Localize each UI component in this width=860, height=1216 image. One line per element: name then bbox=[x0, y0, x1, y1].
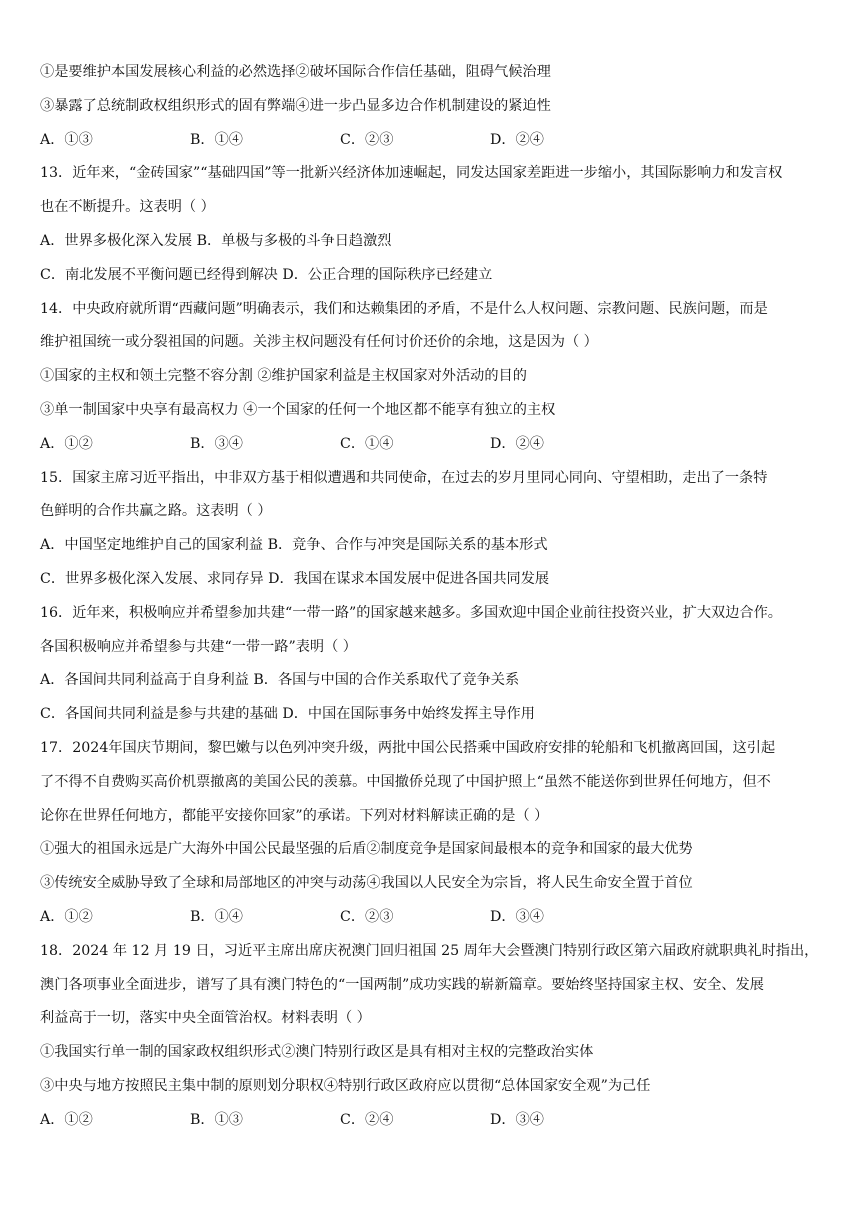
answer-option: D．③④ bbox=[490, 908, 544, 925]
answer-option: C．②③ bbox=[340, 131, 394, 148]
answer-options-row bbox=[40, 132, 830, 149]
text-line: C．各国间共同利益是参与共建的基础 D．中国在国际事务中始终发挥主导作用 bbox=[40, 706, 535, 723]
answer-options-row bbox=[40, 436, 830, 453]
answer-option: C．②③ bbox=[340, 908, 394, 925]
text-line: 15．国家主席习近平指出，中非双方基于相似遭遇和共同使命，在过去的岁月里同心同向、守望相助，走出了一条特 bbox=[40, 469, 768, 486]
answer-option: B．①④ bbox=[190, 908, 243, 925]
text-line: ③暴露了总统制政权组织形式的固有弊端④进一步凸显多边合作机制建设的紧迫性 bbox=[40, 97, 551, 114]
answer-option: A．①② bbox=[40, 435, 93, 452]
text-line: 各国积极响应并希望参与共建“一带一路”表明（ ） bbox=[40, 638, 357, 655]
text-line: A．各国间共同利益高于自身利益 B．各国与中国的合作关系取代了竞争关系 bbox=[40, 672, 520, 689]
text-line: ③传统安全威胁导致了全球和局部地区的冲突与动荡④我国以人民安全为宗旨，将人民生命安全置于首位 bbox=[40, 875, 693, 892]
answer-option: A．①② bbox=[40, 908, 93, 925]
answer-option: B．③④ bbox=[190, 435, 243, 452]
text-line: C．南北发展不平衡问题已经得到解决 D．公正合理的国际秩序已经建立 bbox=[40, 266, 493, 283]
answer-option: D．③④ bbox=[490, 1111, 544, 1128]
answer-option: B．①③ bbox=[190, 1111, 243, 1128]
text-line: 16．近年来，积极响应并希望参加共建“一带一路”的国家越来越多。多国欢迎中国企业前往投资兴业，扩大双边合作。 bbox=[40, 604, 782, 621]
text-line: ①是要维护本国发展核心利益的必然选择②破坏国际合作信任基础，阻碍气候治理 bbox=[40, 64, 551, 80]
text-line: ①我国实行单一制的国家政权组织形式②澳门特别行政区是具有相对主权的完整政治实体 bbox=[40, 1044, 594, 1061]
answer-options-row bbox=[40, 1112, 830, 1129]
text-line: ③单一制国家中央享有最高权力 ④一个国家的任何一个地区都不能享有独立的主权 bbox=[40, 401, 556, 418]
text-line: A．世界多极化深入发展 B．单极与多极的斗争日趋激烈 bbox=[40, 232, 392, 249]
answer-option: D．②④ bbox=[490, 131, 544, 148]
answer-option: A．①③ bbox=[40, 131, 93, 148]
answer-option: C．①④ bbox=[340, 435, 394, 452]
exam-page bbox=[40, 64, 830, 1146]
text-line: 了不得不自费购买高价机票撤离的美国公民的羡慕。中国撤侨兑现了中国护照上“虽然不能送你到世界任何地方，但不 bbox=[40, 773, 771, 790]
text-line: 利益高于一切，落实中央全面管治权。材料表明（ ） bbox=[40, 1010, 371, 1027]
text-line: C．世界多极化深入发展、求同存异 D．我国在谋求本国发展中促进各国共同发展 bbox=[40, 570, 550, 587]
text-line: ①国家的主权和领土完整不容分割 ②维护国家利益是主权国家对外活动的目的 bbox=[40, 368, 527, 385]
answer-option: C．②④ bbox=[340, 1111, 394, 1128]
text-line: 也在不断提升。这表明（ ） bbox=[40, 199, 215, 216]
text-line: 18．2024 年 12 月 19 日，习近平主席出席庆祝澳门回归祖国 25 周年大会暨澳门特别行政区第六届政府就职典礼时指出， bbox=[40, 942, 819, 959]
answer-option: D．②④ bbox=[490, 435, 544, 452]
answer-option: A．①② bbox=[40, 1111, 93, 1128]
text-line: A．中国坚定地维护自己的国家利益 B．竞争、合作与冲突是国际关系的基本形式 bbox=[40, 537, 548, 554]
answer-option: B．①④ bbox=[190, 131, 243, 148]
text-line: 13．近年来，“金砖国家”“基础四国”等一批新兴经济体加速崛起，同发达国家差距进一步缩小，其国际影响力和发言权 bbox=[40, 165, 783, 182]
text-line: ③中央与地方按照民主集中制的原则划分职权④特别行政区政府应以贯彻“总体国家安全观”为己任 bbox=[40, 1077, 651, 1094]
text-line: ①强大的祖国永远是广大海外中国公民最坚强的后盾②制度竞争是国家间最根本的竞争和国家的最大优势 bbox=[40, 841, 693, 858]
text-line: 维护祖国统一或分裂祖国的问题。关涉主权问题没有任何讨价还价的余地，这是因为（ ） bbox=[40, 334, 598, 351]
answer-options-row bbox=[40, 909, 830, 926]
text-line: 17．2024年国庆节期间，黎巴嫩与以色列冲突升级，两批中国公民搭乘中国政府安排的轮船和飞机撤离回国，这引起 bbox=[40, 739, 776, 756]
text-line: 澳门各项事业全面进步，谱写了具有澳门特色的“一国两制”成功实践的崭新篇章。要始终坚持国家主权、安全、发展 bbox=[40, 976, 764, 993]
text-line: 14．中央政府就所谓“西藏问题”明确表示，我们和达赖集团的矛盾，不是什么人权问题、宗教问题、民族问题，而是 bbox=[40, 300, 768, 317]
text-line: 色鲜明的合作共赢之路。这表明（ ） bbox=[40, 503, 272, 520]
text-line: 论你在世界任何地方，都能平安接你回家”的承诺。下列对材料解读正确的是（ ） bbox=[40, 807, 549, 824]
